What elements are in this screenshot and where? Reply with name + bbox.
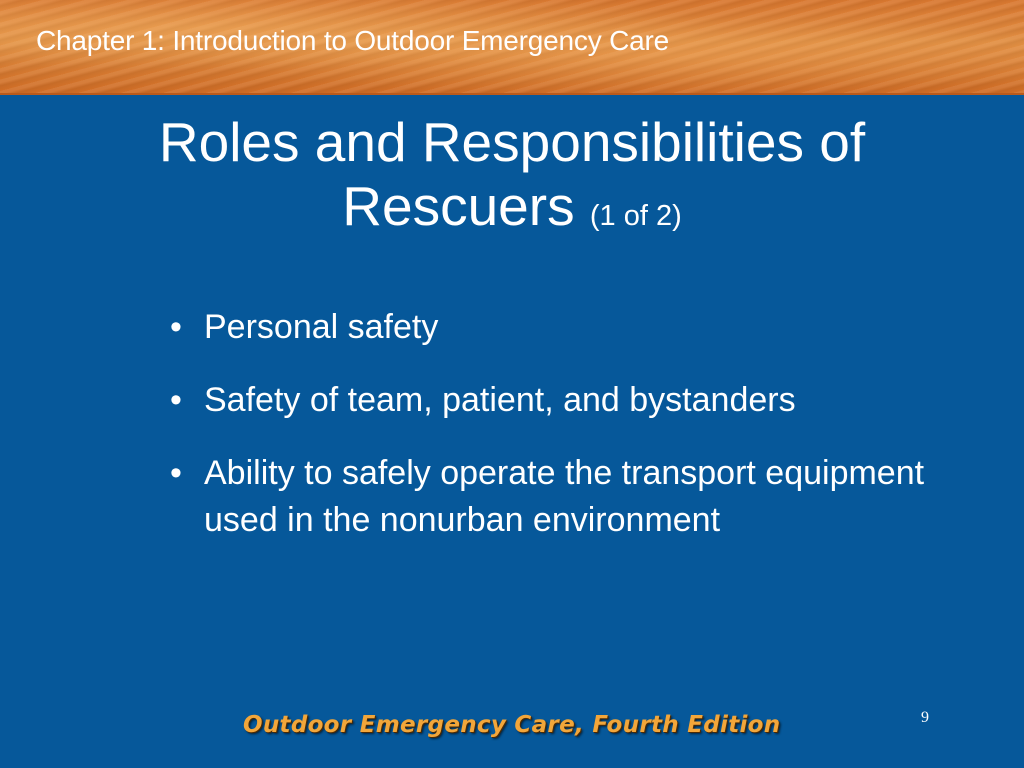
slide-title-rescuers: Rescuers bbox=[342, 175, 575, 237]
slide-title-line2 bbox=[0, 174, 1024, 248]
bullet-text: Safety of team, patient, and bystanders bbox=[204, 381, 796, 419]
bullet-text: Personal safety bbox=[204, 308, 439, 346]
footer-brand-logo: Outdoor Emergency Care, Fourth Edition bbox=[243, 712, 781, 738]
slide-title-line1: Roles and Responsibilities of bbox=[158, 111, 866, 173]
bullet-text: Ability to safely operate the transport equipment used in the nonurban environment bbox=[204, 454, 925, 539]
header-band bbox=[0, 0, 1024, 95]
bullet-list bbox=[166, 304, 926, 570]
bullet-item bbox=[166, 304, 926, 351]
bullet-item bbox=[166, 450, 926, 544]
bullet-item bbox=[166, 377, 926, 424]
bullet-icon: • bbox=[170, 454, 182, 492]
page-number: 9 bbox=[921, 709, 929, 726]
bullet-icon: • bbox=[170, 308, 182, 346]
slide-title bbox=[0, 110, 1024, 248]
bullet-icon: • bbox=[170, 381, 182, 419]
chapter-title: Chapter 1: Introduction to Outdoor Emergency Care bbox=[36, 25, 669, 56]
slide-counter: (1 of 2) bbox=[589, 200, 682, 232]
